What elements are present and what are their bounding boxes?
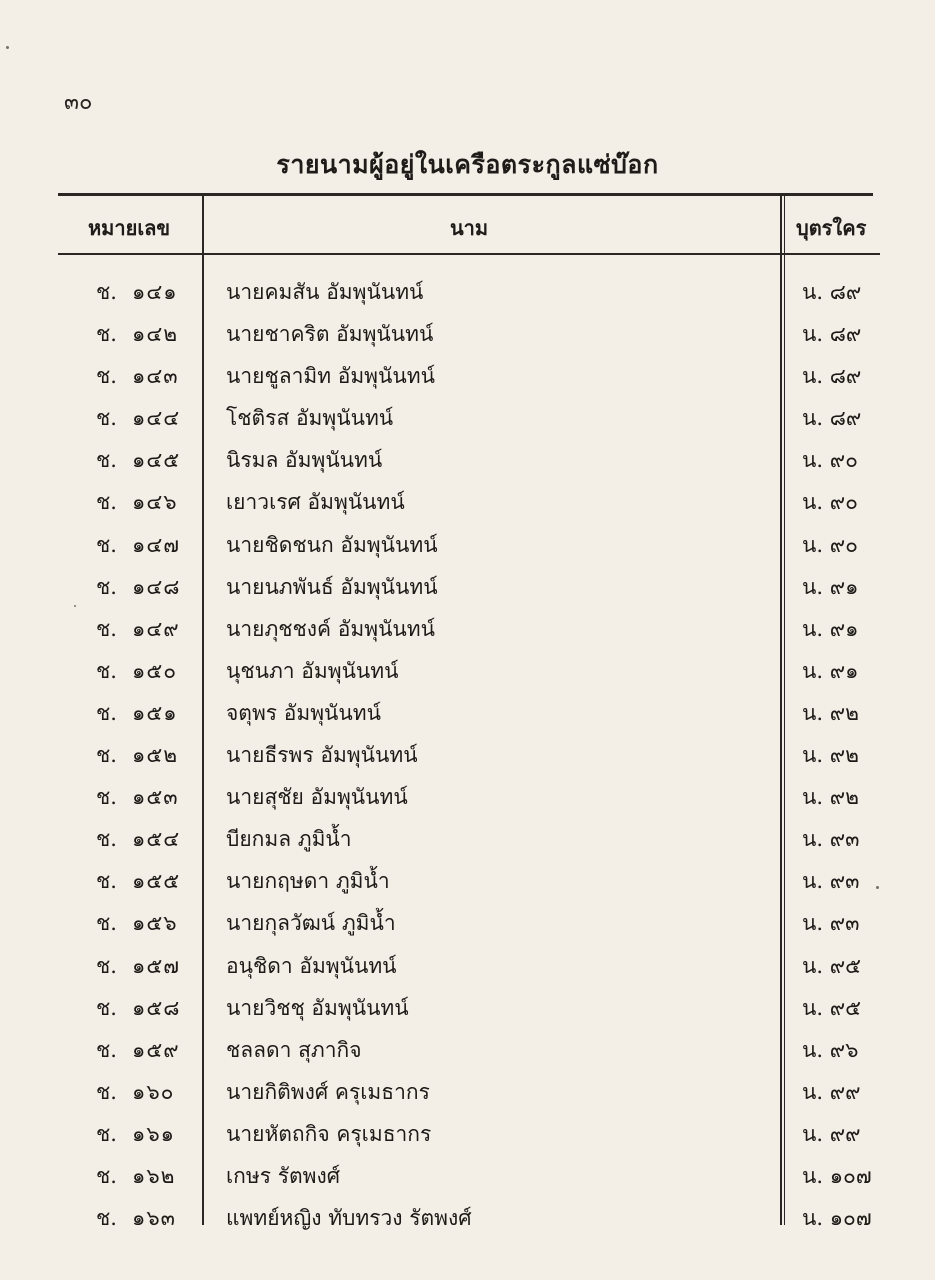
table-header-rule bbox=[58, 253, 880, 255]
table-row bbox=[0, 944, 935, 986]
row-child-of: น. ๑๐๗ bbox=[802, 1206, 872, 1231]
row-prefix: ช. bbox=[96, 1206, 117, 1231]
row-number: ๑๕๔ bbox=[132, 827, 181, 852]
table-row bbox=[0, 1196, 935, 1238]
page-number: ๓๐ bbox=[64, 90, 93, 115]
row-name: นายชาคริต อัมพุนันทน์ bbox=[226, 322, 434, 347]
table-row bbox=[0, 817, 935, 859]
table-row bbox=[0, 649, 935, 691]
row-prefix: ช. bbox=[96, 869, 117, 894]
row-number: ๑๖๒ bbox=[132, 1163, 176, 1188]
row-number: ๑๔๙ bbox=[132, 616, 180, 641]
row-number: ๑๕๐ bbox=[132, 658, 178, 683]
row-child-of: น. ๙๖ bbox=[802, 1037, 859, 1062]
row-name: นายกุลวัฒน์ ภูมิน้ำ bbox=[226, 911, 396, 936]
row-number: ๑๖๓ bbox=[132, 1206, 177, 1231]
row-name: เยาวเรศ อัมพุนันทน์ bbox=[226, 490, 405, 515]
row-child-of: น. ๙๐ bbox=[802, 532, 858, 557]
row-child-of: น. ๙๓ bbox=[802, 869, 860, 894]
row-number: ๑๔๒ bbox=[132, 322, 179, 347]
table-row bbox=[0, 775, 935, 817]
table-row bbox=[0, 565, 935, 607]
table-row bbox=[0, 354, 935, 396]
row-prefix: ช. bbox=[96, 280, 117, 304]
row-name: อนุชิดา อัมพุนันทน์ bbox=[226, 953, 397, 978]
row-child-of: น. ๙๒ bbox=[802, 785, 859, 810]
row-name: นิรมล อัมพุนันทน์ bbox=[226, 448, 383, 473]
row-prefix: ช. bbox=[96, 1037, 117, 1062]
header-number: หมายเลข bbox=[88, 216, 171, 240]
row-child-of: น. ๙๕ bbox=[802, 995, 861, 1020]
row-name: ชลลดา สุภากิจ bbox=[226, 1037, 362, 1062]
row-number: ๑๔๗ bbox=[132, 532, 181, 557]
row-name: นายคมสัน อัมพุนันทน์ bbox=[226, 280, 424, 304]
row-prefix: ช. bbox=[96, 953, 117, 978]
row-prefix: ช. bbox=[96, 827, 117, 852]
row-prefix: ช. bbox=[96, 1121, 117, 1146]
header-name: นาม bbox=[450, 216, 489, 240]
row-child-of: น. ๙๒ bbox=[802, 743, 859, 768]
row-child-of: น. ๙๑ bbox=[802, 616, 859, 641]
row-prefix: ช. bbox=[96, 785, 117, 810]
table-row bbox=[0, 480, 935, 522]
table-row bbox=[0, 523, 935, 565]
row-child-of: น. ๘๙ bbox=[802, 364, 862, 389]
row-name: แพทย์หญิง ทับทรวง รัตพงศ์ bbox=[226, 1206, 472, 1231]
table-row bbox=[0, 1028, 935, 1070]
row-prefix: ช. bbox=[96, 911, 117, 936]
table-row bbox=[0, 733, 935, 775]
row-number: ๑๕๘ bbox=[132, 995, 181, 1020]
row-name: นายกฤษดา ภูมิน้ำ bbox=[226, 869, 390, 894]
table-row bbox=[0, 1112, 935, 1154]
table-top-rule bbox=[58, 193, 873, 196]
row-child-of: น. ๙๙ bbox=[802, 1079, 861, 1104]
row-name: นายวิชชุ อัมพุนันทน์ bbox=[226, 995, 409, 1020]
row-name: นายธีรพร อัมพุนันทน์ bbox=[226, 743, 418, 768]
table-row bbox=[0, 691, 935, 733]
row-prefix: ช. bbox=[96, 1163, 117, 1188]
table-body bbox=[0, 270, 935, 1238]
row-name: จตุพร อัมพุนันทน์ bbox=[226, 700, 381, 725]
table-row bbox=[0, 438, 935, 480]
row-number: ๑๔๖ bbox=[132, 490, 178, 515]
row-child-of: น. ๙๒ bbox=[802, 700, 859, 725]
row-name: นายกิติพงศ์ ครุเมธากร bbox=[226, 1079, 430, 1104]
row-prefix: ช. bbox=[96, 658, 117, 683]
row-number: ๑๕๖ bbox=[132, 911, 178, 936]
row-number: ๑๔๕ bbox=[132, 448, 181, 473]
row-name: นุชนภา อัมพุนันทน์ bbox=[226, 658, 399, 683]
row-prefix: ช. bbox=[96, 532, 117, 557]
row-number: ๑๕๓ bbox=[132, 785, 179, 810]
row-number: ๑๔๘ bbox=[132, 574, 181, 599]
row-name: นายสุชัย อัมพุนันทน์ bbox=[226, 785, 408, 810]
row-prefix: ช. bbox=[96, 743, 117, 768]
table-row bbox=[0, 396, 935, 438]
row-child-of: น. ๑๐๗ bbox=[802, 1163, 872, 1188]
table-row bbox=[0, 901, 935, 943]
row-name: เกษร รัตพงศ์ bbox=[226, 1163, 341, 1188]
row-child-of: น. ๙๙ bbox=[802, 1121, 861, 1146]
header-child-of: บุตรใคร bbox=[796, 216, 867, 240]
row-name: บียกมล ภูมิน้ำ bbox=[226, 827, 352, 852]
row-number: ๑๕๒ bbox=[132, 743, 179, 768]
row-number: ๑๔๑ bbox=[132, 280, 178, 304]
table-row bbox=[0, 270, 935, 312]
row-number: ๑๖๑ bbox=[132, 1121, 175, 1146]
row-name: นายชูลามิท อัมพุนันทน์ bbox=[226, 364, 435, 389]
row-prefix: ช. bbox=[96, 700, 117, 725]
row-child-of: น. ๙๑ bbox=[802, 658, 859, 683]
row-number: ๑๔๓ bbox=[132, 364, 179, 389]
table-row bbox=[0, 859, 935, 901]
row-number: ๑๕๑ bbox=[132, 700, 178, 725]
table-row bbox=[0, 1070, 935, 1112]
table-row bbox=[0, 1154, 935, 1196]
row-child-of: น. ๙๓ bbox=[802, 827, 860, 852]
row-prefix: ช. bbox=[96, 364, 117, 389]
row-prefix: ช. bbox=[96, 616, 117, 641]
row-prefix: ช. bbox=[96, 574, 117, 599]
table-row bbox=[0, 607, 935, 649]
row-prefix: ช. bbox=[96, 406, 117, 431]
row-name: นายชิดชนก อัมพุนันทน์ bbox=[226, 532, 438, 557]
row-child-of: น. ๙๑ bbox=[802, 574, 859, 599]
row-prefix: ช. bbox=[96, 490, 117, 515]
row-name: นายนภพันธ์ อัมพุนันทน์ bbox=[226, 574, 438, 599]
row-name: นายหัตถกิจ ครุเมธากร bbox=[226, 1121, 432, 1146]
row-prefix: ช. bbox=[96, 448, 117, 473]
row-name: โชติรส อัมพุนันทน์ bbox=[226, 406, 394, 431]
row-name: นายภุชชงค์ อัมพุนันทน์ bbox=[226, 616, 435, 641]
row-number: ๑๕๙ bbox=[132, 1037, 180, 1062]
row-number: ๑๔๔ bbox=[132, 406, 181, 431]
row-child-of: น. ๘๙ bbox=[802, 280, 862, 304]
row-prefix: ช. bbox=[96, 995, 117, 1020]
row-number: ๑๖๐ bbox=[132, 1079, 175, 1104]
paper-speck bbox=[6, 46, 9, 49]
row-child-of: น. ๙๐ bbox=[802, 490, 858, 515]
row-child-of: น. ๙๓ bbox=[802, 911, 860, 936]
table-row bbox=[0, 986, 935, 1028]
row-child-of: น. ๙๐ bbox=[802, 448, 858, 473]
row-child-of: น. ๘๙ bbox=[802, 406, 862, 431]
table-row bbox=[0, 312, 935, 354]
row-child-of: น. ๘๙ bbox=[802, 322, 862, 347]
page-title: รายนามผู้อยู่ในเครือตระกูลแซ่บ๊อก bbox=[276, 150, 659, 179]
row-child-of: น. ๙๕ bbox=[802, 953, 861, 978]
row-number: ๑๕๗ bbox=[132, 953, 181, 978]
row-number: ๑๕๕ bbox=[132, 869, 181, 894]
row-prefix: ช. bbox=[96, 322, 117, 347]
row-prefix: ช. bbox=[96, 1079, 117, 1104]
